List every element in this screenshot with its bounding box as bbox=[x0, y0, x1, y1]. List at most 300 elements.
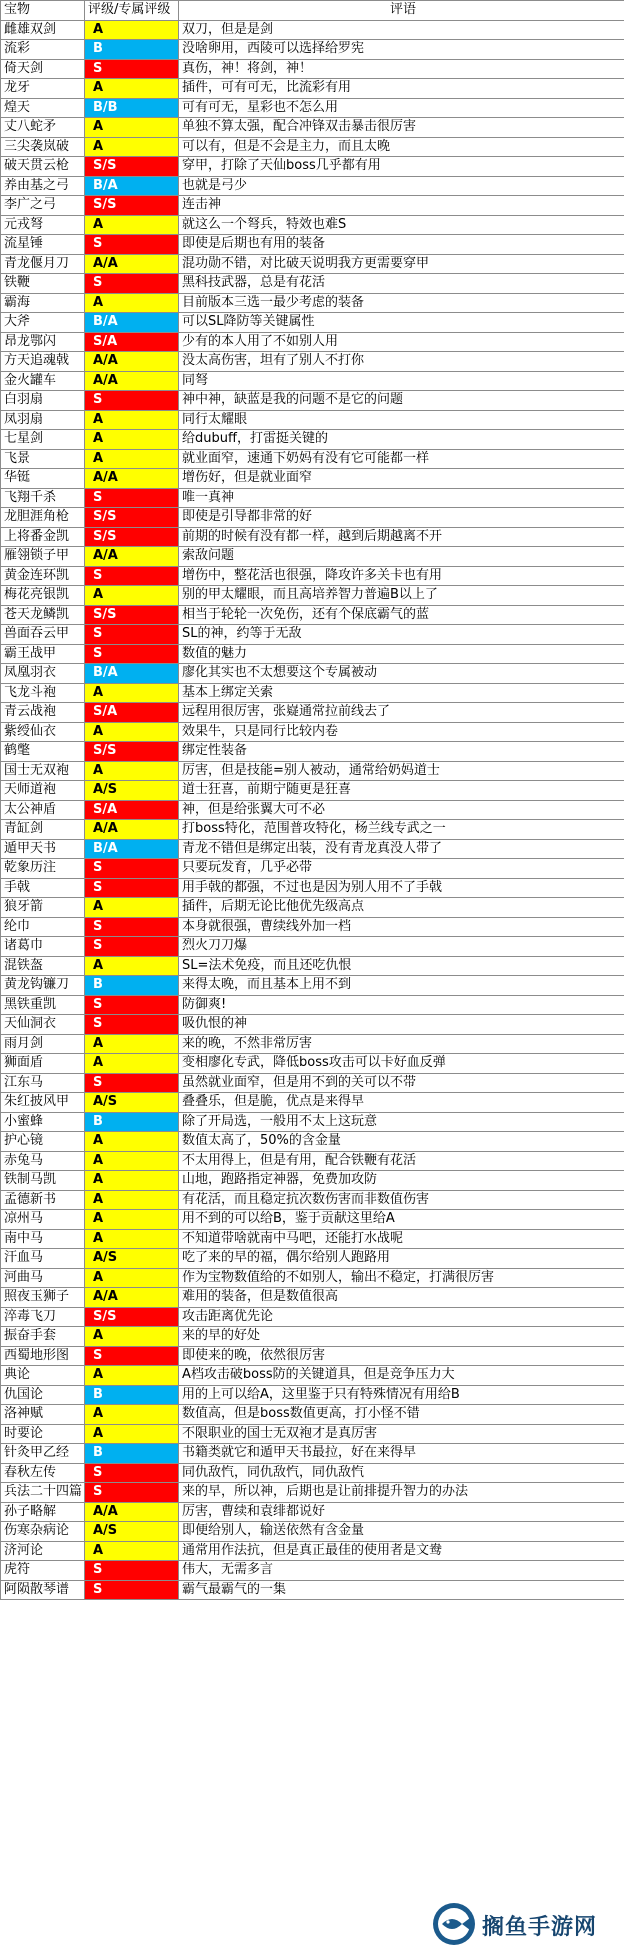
treasure-name: 飞翔千杀 bbox=[1, 488, 85, 508]
comment-cell: 除了开局选，一般用不太上这玩意 bbox=[179, 1112, 624, 1132]
table-row bbox=[1, 332, 624, 352]
table-row bbox=[1, 586, 624, 606]
comment-cell: 就这么一个弩兵，特效也难S bbox=[179, 215, 624, 235]
comment-cell: 同弩 bbox=[179, 371, 624, 391]
comment-cell: 来的早，所以神，后期也是让前排提升智力的办法 bbox=[179, 1483, 624, 1503]
table-row bbox=[1, 683, 624, 703]
grade-cell: A bbox=[85, 20, 179, 40]
table-row bbox=[1, 1171, 624, 1191]
grade-cell: S bbox=[85, 859, 179, 879]
treasure-name: 金火罐车 bbox=[1, 371, 85, 391]
grade-cell: A/S bbox=[85, 781, 179, 801]
grade-cell: S bbox=[85, 878, 179, 898]
treasure-name: 小蜜蜂 bbox=[1, 1112, 85, 1132]
treasure-name: 仇国论 bbox=[1, 1385, 85, 1405]
comment-cell: 青龙不错但是绑定出装，没有青龙真没人带了 bbox=[179, 839, 624, 859]
treasure-name: 紫绶仙衣 bbox=[1, 722, 85, 742]
comment-cell: 厉害，曹续和袁绯都说好 bbox=[179, 1502, 624, 1522]
comment-cell: 用的上可以给A，这里鉴于只有特殊情况有用给B bbox=[179, 1385, 624, 1405]
table-row bbox=[1, 781, 624, 801]
grade-cell: A bbox=[85, 1034, 179, 1054]
comment-cell: 防御爽! bbox=[179, 995, 624, 1015]
grade-cell: S/S bbox=[85, 196, 179, 216]
table-row bbox=[1, 1405, 624, 1425]
grade-cell: S/S bbox=[85, 605, 179, 625]
comment-cell: 有花活，而且稳定抗次数伤害而非数值伤害 bbox=[179, 1190, 624, 1210]
grade-cell: A/S bbox=[85, 1249, 179, 1269]
table-row bbox=[1, 1249, 624, 1269]
comment-cell: 来得太晚，而且基本上用不到 bbox=[179, 976, 624, 996]
grade-cell: A bbox=[85, 215, 179, 235]
table-row bbox=[1, 157, 624, 177]
grade-cell: S bbox=[85, 1561, 179, 1581]
table-row bbox=[1, 391, 624, 411]
table-row bbox=[1, 488, 624, 508]
header-comment: 评语 bbox=[179, 1, 624, 21]
table-row bbox=[1, 703, 624, 723]
treasure-name: 铁制马凯 bbox=[1, 1171, 85, 1191]
table-row bbox=[1, 371, 624, 391]
grade-cell: A/A bbox=[85, 820, 179, 840]
treasure-name: 阿陨散琴谱 bbox=[1, 1580, 85, 1600]
grade-cell: A bbox=[85, 1229, 179, 1249]
grade-cell: A bbox=[85, 293, 179, 313]
grade-cell: S bbox=[85, 235, 179, 255]
treasure-name: 破天贯云枪 bbox=[1, 157, 85, 177]
grade-cell: A/A bbox=[85, 1288, 179, 1308]
grade-cell: A bbox=[85, 1541, 179, 1561]
grade-cell: A/A bbox=[85, 547, 179, 567]
grade-cell: S/S bbox=[85, 1307, 179, 1327]
table-row bbox=[1, 254, 624, 274]
grade-cell: A bbox=[85, 1171, 179, 1191]
treasure-name: 养由基之弓 bbox=[1, 176, 85, 196]
treasure-name: 元戎弩 bbox=[1, 215, 85, 235]
table-row bbox=[1, 98, 624, 118]
table-row bbox=[1, 1073, 624, 1093]
comment-cell: 混功勋不错，对比破天说明我方更需要穿甲 bbox=[179, 254, 624, 274]
comment-cell: 即使是后期也有用的装备 bbox=[179, 235, 624, 255]
grade-cell: B bbox=[85, 1385, 179, 1405]
grade-cell: B/A bbox=[85, 176, 179, 196]
grade-cell: A bbox=[85, 137, 179, 157]
comment-cell: SL=法术免疫，而且还吃仇恨 bbox=[179, 956, 624, 976]
table-row bbox=[1, 40, 624, 60]
table-row bbox=[1, 605, 624, 625]
treasure-name: 雨月剑 bbox=[1, 1034, 85, 1054]
treasure-name: 手戟 bbox=[1, 878, 85, 898]
grade-cell: A bbox=[85, 956, 179, 976]
treasure-name: 天仙洞衣 bbox=[1, 1015, 85, 1035]
table-row bbox=[1, 176, 624, 196]
table-row bbox=[1, 449, 624, 469]
table-row bbox=[1, 625, 624, 645]
grade-cell: B/A bbox=[85, 664, 179, 684]
grade-cell: S bbox=[85, 917, 179, 937]
table-row bbox=[1, 644, 624, 664]
comment-cell: 来的晚，不然非常厉害 bbox=[179, 1034, 624, 1054]
treasure-name: 雌雄双剑 bbox=[1, 20, 85, 40]
comment-cell: 即便给别人，输送依然有含金量 bbox=[179, 1522, 624, 1542]
comment-cell: 绑定性装备 bbox=[179, 742, 624, 762]
grade-cell: A bbox=[85, 1424, 179, 1444]
table-row bbox=[1, 293, 624, 313]
treasure-name: 河曲马 bbox=[1, 1268, 85, 1288]
comment-cell: 前期的时候有没有都一样，越到后期越离不开 bbox=[179, 527, 624, 547]
grade-cell: B bbox=[85, 1112, 179, 1132]
header-name: 宝物 bbox=[1, 1, 85, 21]
comment-cell: 黑科技武器，总是有花活 bbox=[179, 274, 624, 294]
treasure-name: 青云战袍 bbox=[1, 703, 85, 723]
grade-cell: S bbox=[85, 1073, 179, 1093]
table-row bbox=[1, 1268, 624, 1288]
treasure-name: 兽面吞云甲 bbox=[1, 625, 85, 645]
grade-cell: A bbox=[85, 898, 179, 918]
table-row bbox=[1, 1229, 624, 1249]
grade-cell: A bbox=[85, 761, 179, 781]
comment-cell: 不知道带啥就南中马吧，还能打水战呢 bbox=[179, 1229, 624, 1249]
comment-cell: 道士狂喜，前期宁随更是狂喜 bbox=[179, 781, 624, 801]
table-row bbox=[1, 1483, 624, 1503]
grade-cell: S/A bbox=[85, 332, 179, 352]
grade-cell: S bbox=[85, 274, 179, 294]
table-row bbox=[1, 800, 624, 820]
table-row bbox=[1, 1093, 624, 1113]
treasure-name: 护心镜 bbox=[1, 1132, 85, 1152]
treasure-name: 淬毒飞刀 bbox=[1, 1307, 85, 1327]
grade-cell: S/S bbox=[85, 527, 179, 547]
grade-cell: S/A bbox=[85, 703, 179, 723]
table-body bbox=[1, 20, 624, 1600]
treasure-name: 春秋左传 bbox=[1, 1463, 85, 1483]
treasure-name: 昂龙鄂闪 bbox=[1, 332, 85, 352]
comment-cell: 数值的魅力 bbox=[179, 644, 624, 664]
table-row bbox=[1, 410, 624, 430]
comment-cell: 增伤中，整花活也很强，降攻许多关卡也有用 bbox=[179, 566, 624, 586]
comment-cell: 效果牛，只是同行比较内卷 bbox=[179, 722, 624, 742]
treasure-name: 青龙偃月刀 bbox=[1, 254, 85, 274]
table-row bbox=[1, 1151, 624, 1171]
table-row bbox=[1, 313, 624, 333]
table-row bbox=[1, 1522, 624, 1542]
table-row bbox=[1, 1385, 624, 1405]
treasure-name: 针灸甲乙经 bbox=[1, 1444, 85, 1464]
table-row bbox=[1, 1444, 624, 1464]
comment-cell: 数值太高了，50%的含金量 bbox=[179, 1132, 624, 1152]
comment-cell: 数值高，但是boss数值更高，打小怪不错 bbox=[179, 1405, 624, 1425]
treasure-name: 振奋手套 bbox=[1, 1327, 85, 1347]
comment-cell: 目前版本三选一最少考虑的装备 bbox=[179, 293, 624, 313]
comment-cell: 同仇敌忾，同仇敌忾，同仇敌忾 bbox=[179, 1463, 624, 1483]
treasure-name: 凤凰羽衣 bbox=[1, 664, 85, 684]
grade-cell: A bbox=[85, 1132, 179, 1152]
table-row bbox=[1, 1112, 624, 1132]
treasure-name: 诸葛巾 bbox=[1, 937, 85, 957]
treasure-name: 济河论 bbox=[1, 1541, 85, 1561]
treasure-name: 遁甲天书 bbox=[1, 839, 85, 859]
table-row bbox=[1, 1541, 624, 1561]
table-row bbox=[1, 995, 624, 1015]
grade-cell: A/A bbox=[85, 469, 179, 489]
table-row bbox=[1, 859, 624, 879]
grade-cell: A bbox=[85, 79, 179, 99]
comment-cell: 就业面窄，速通下奶妈有没有它可能都一样 bbox=[179, 449, 624, 469]
comment-cell: 可有可无，星彩也不怎么用 bbox=[179, 98, 624, 118]
comment-cell: 相当于轮轮一次免伤，还有个保底霸气的蓝 bbox=[179, 605, 624, 625]
table-row bbox=[1, 235, 624, 255]
treasure-name: 南中马 bbox=[1, 1229, 85, 1249]
table-row bbox=[1, 956, 624, 976]
grade-cell: B bbox=[85, 1444, 179, 1464]
table-row bbox=[1, 1424, 624, 1444]
grade-cell: A bbox=[85, 449, 179, 469]
comment-cell: 不限职业的国士无双袍才是真厉害 bbox=[179, 1424, 624, 1444]
comment-cell: 神中神，缺蓝是我的问题不是它的问题 bbox=[179, 391, 624, 411]
grade-cell: A/A bbox=[85, 1502, 179, 1522]
treasure-name: 苍天龙鳞凯 bbox=[1, 605, 85, 625]
treasure-name: 大斧 bbox=[1, 313, 85, 333]
comment-cell: 打boss特化，范围普攻特化，杨兰线专武之一 bbox=[179, 820, 624, 840]
watermark-text: 搁鱼手游网 bbox=[482, 1915, 598, 1940]
treasure-name: 李广之弓 bbox=[1, 196, 85, 216]
comment-cell: 远程用很厉害，张嶷通常拉前线去了 bbox=[179, 703, 624, 723]
treasure-name: 霸海 bbox=[1, 293, 85, 313]
grade-cell: B/A bbox=[85, 839, 179, 859]
grade-cell: A bbox=[85, 1268, 179, 1288]
table-row bbox=[1, 1034, 624, 1054]
comment-cell: 连击神 bbox=[179, 196, 624, 216]
comment-cell: 山地，跑路指定神器，免费加攻防 bbox=[179, 1171, 624, 1191]
treasure-name: 七星剑 bbox=[1, 430, 85, 450]
grade-cell: A bbox=[85, 1190, 179, 1210]
table-row bbox=[1, 1327, 624, 1347]
comment-cell: 基本上绑定关索 bbox=[179, 683, 624, 703]
treasure-name: 孙子略解 bbox=[1, 1502, 85, 1522]
comment-cell: 也就是弓少 bbox=[179, 176, 624, 196]
grade-cell: S bbox=[85, 488, 179, 508]
comment-cell: 书籍类就它和遁甲天书最拉，好在来得早 bbox=[179, 1444, 624, 1464]
table-row bbox=[1, 430, 624, 450]
treasure-name: 丈八蛇矛 bbox=[1, 118, 85, 138]
grade-cell: S/A bbox=[85, 800, 179, 820]
comment-cell: 插件，可有可无，比流彩有用 bbox=[179, 79, 624, 99]
treasure-name: 狼牙箭 bbox=[1, 898, 85, 918]
table-row bbox=[1, 937, 624, 957]
table-row bbox=[1, 352, 624, 372]
table-row bbox=[1, 1054, 624, 1074]
grade-cell: B bbox=[85, 40, 179, 60]
treasure-name: 青缸剑 bbox=[1, 820, 85, 840]
grade-cell: A/S bbox=[85, 1093, 179, 1113]
grade-cell: S bbox=[85, 1580, 179, 1600]
table-row bbox=[1, 1132, 624, 1152]
treasure-name: 飞龙斗袍 bbox=[1, 683, 85, 703]
comment-cell: 真伤，神！将剑，神！ bbox=[179, 59, 624, 79]
treasure-name: 飞景 bbox=[1, 449, 85, 469]
grade-cell: A/A bbox=[85, 254, 179, 274]
treasure-name: 汗血马 bbox=[1, 1249, 85, 1269]
header-row bbox=[1, 1, 624, 21]
comment-cell: 别的甲太耀眼，而且高培养智力普遍B以上了 bbox=[179, 586, 624, 606]
comment-cell: SL的神，约等于无敌 bbox=[179, 625, 624, 645]
treasure-name: 龙牙 bbox=[1, 79, 85, 99]
table-row bbox=[1, 566, 624, 586]
table-row bbox=[1, 118, 624, 138]
comment-cell: 插件，后期无论比他优先级高点 bbox=[179, 898, 624, 918]
treasure-name: 黄龙钩镰刀 bbox=[1, 976, 85, 996]
grade-cell: B bbox=[85, 976, 179, 996]
comment-cell: 同行太耀眼 bbox=[179, 410, 624, 430]
treasure-name: 凉州马 bbox=[1, 1210, 85, 1230]
grade-cell: S bbox=[85, 59, 179, 79]
comment-cell: 可以SL降防等关键属性 bbox=[179, 313, 624, 333]
grade-cell: A/S bbox=[85, 1522, 179, 1542]
comment-cell: 烈火刀刀爆 bbox=[179, 937, 624, 957]
treasure-name: 典论 bbox=[1, 1366, 85, 1386]
treasure-name: 煌天 bbox=[1, 98, 85, 118]
treasure-name: 混铁盔 bbox=[1, 956, 85, 976]
comment-cell: 吸仇恨的神 bbox=[179, 1015, 624, 1035]
grade-cell: S bbox=[85, 566, 179, 586]
comment-cell: 吃了来的早的福，偶尔给别人跑路用 bbox=[179, 1249, 624, 1269]
table-row bbox=[1, 547, 624, 567]
grade-cell: S/S bbox=[85, 508, 179, 528]
treasure-name: 铁鞭 bbox=[1, 274, 85, 294]
treasure-name: 天师道袍 bbox=[1, 781, 85, 801]
grade-cell: A bbox=[85, 1054, 179, 1074]
grade-cell: B/A bbox=[85, 313, 179, 333]
fish-logo-icon bbox=[428, 1900, 480, 1948]
grade-cell: A bbox=[85, 1405, 179, 1425]
grade-cell: S bbox=[85, 995, 179, 1015]
grade-cell: S/S bbox=[85, 157, 179, 177]
comment-cell: 本身就很强，曹续线外加一档 bbox=[179, 917, 624, 937]
grade-cell: S bbox=[85, 1015, 179, 1035]
treasure-name: 乾象历注 bbox=[1, 859, 85, 879]
grade-cell: A bbox=[85, 683, 179, 703]
table-row bbox=[1, 274, 624, 294]
treasure-name: 洛神赋 bbox=[1, 1405, 85, 1425]
treasure-name: 流彩 bbox=[1, 40, 85, 60]
treasure-name: 白羽扇 bbox=[1, 391, 85, 411]
comment-cell: 只要玩发育，几乎必带 bbox=[179, 859, 624, 879]
treasure-name: 梅花亮银凯 bbox=[1, 586, 85, 606]
table-row bbox=[1, 820, 624, 840]
table-row bbox=[1, 664, 624, 684]
grade-cell: S bbox=[85, 937, 179, 957]
treasure-name: 江东马 bbox=[1, 1073, 85, 1093]
comment-cell: 来的早的好处 bbox=[179, 1327, 624, 1347]
comment-cell: A档攻击破boss防的关键道具，但是竞争压力大 bbox=[179, 1366, 624, 1386]
grade-cell: A bbox=[85, 410, 179, 430]
comment-cell: 变相廖化专武，降低boss攻击可以卡好血反弹 bbox=[179, 1054, 624, 1074]
grade-cell: A bbox=[85, 430, 179, 450]
table-row bbox=[1, 20, 624, 40]
table-row bbox=[1, 59, 624, 79]
comment-cell: 通常用作法抗，但是真正最佳的使用者是文鸯 bbox=[179, 1541, 624, 1561]
table-row bbox=[1, 1561, 624, 1581]
comment-cell: 增伤好，但是就业面窄 bbox=[179, 469, 624, 489]
grade-cell: A bbox=[85, 1151, 179, 1171]
treasure-name: 狮面盾 bbox=[1, 1054, 85, 1074]
table-row bbox=[1, 761, 624, 781]
table-row bbox=[1, 79, 624, 99]
comment-cell: 索敌问题 bbox=[179, 547, 624, 567]
table-row bbox=[1, 1502, 624, 1522]
grade-cell: A/A bbox=[85, 352, 179, 372]
table-row bbox=[1, 1190, 624, 1210]
table-row bbox=[1, 1366, 624, 1386]
comment-cell: 不太用得上，但是有用，配合铁鞭有花活 bbox=[179, 1151, 624, 1171]
comment-cell: 用手戟的都强，不过也是因为别人用不了手戟 bbox=[179, 878, 624, 898]
grade-cell: S bbox=[85, 391, 179, 411]
treasure-name: 流星锤 bbox=[1, 235, 85, 255]
treasure-name: 兵法二十四篇 bbox=[1, 1483, 85, 1503]
comment-cell: 可以有，但是不会是主力，而且太晚 bbox=[179, 137, 624, 157]
grade-cell: A bbox=[85, 118, 179, 138]
table-row bbox=[1, 722, 624, 742]
treasure-name: 太公神盾 bbox=[1, 800, 85, 820]
treasure-name: 霸王战甲 bbox=[1, 644, 85, 664]
table-row bbox=[1, 1015, 624, 1035]
grade-cell: S bbox=[85, 1483, 179, 1503]
table-row bbox=[1, 898, 624, 918]
comment-cell: 难用的装备，但是数值很高 bbox=[179, 1288, 624, 1308]
treasure-name: 方天追魂戟 bbox=[1, 352, 85, 372]
comment-cell: 廖化其实也不太想要这个专属被动 bbox=[179, 664, 624, 684]
comment-cell: 单独不算太强，配合冲锋双击暴击很厉害 bbox=[179, 118, 624, 138]
table-row bbox=[1, 878, 624, 898]
comment-cell: 攻击距离优先论 bbox=[179, 1307, 624, 1327]
table-row bbox=[1, 1288, 624, 1308]
comment-cell: 用不到的可以给B，鉴于贡献这里给A bbox=[179, 1210, 624, 1230]
comment-cell: 双刀，但是是剑 bbox=[179, 20, 624, 40]
table-row bbox=[1, 215, 624, 235]
grade-cell: S bbox=[85, 644, 179, 664]
grade-cell: B/B bbox=[85, 98, 179, 118]
grade-cell: A bbox=[85, 1210, 179, 1230]
grade-cell: A bbox=[85, 1366, 179, 1386]
treasure-name: 龙胆涯角枪 bbox=[1, 508, 85, 528]
comment-cell: 作为宝物数值给的不如别人，输出不稳定，打满很厉害 bbox=[179, 1268, 624, 1288]
grade-cell: S bbox=[85, 1346, 179, 1366]
treasure-name: 凤羽扇 bbox=[1, 410, 85, 430]
comment-cell: 给dubuff，打雷挺关键的 bbox=[179, 430, 624, 450]
treasure-name: 照夜玉狮子 bbox=[1, 1288, 85, 1308]
comment-cell: 霸气最霸气的一集 bbox=[179, 1580, 624, 1600]
grade-cell: A bbox=[85, 1327, 179, 1347]
treasure-name: 鹤氅 bbox=[1, 742, 85, 762]
comment-cell: 少有的本人用了不如别人用 bbox=[179, 332, 624, 352]
treasure-name: 雁翎锁子甲 bbox=[1, 547, 85, 567]
treasure-name: 上将番金凯 bbox=[1, 527, 85, 547]
table-row bbox=[1, 137, 624, 157]
table-row bbox=[1, 976, 624, 996]
table-row bbox=[1, 1210, 624, 1230]
treasure-name: 伤寒杂病论 bbox=[1, 1522, 85, 1542]
grade-cell: S/S bbox=[85, 742, 179, 762]
grade-cell: A/A bbox=[85, 371, 179, 391]
table-row bbox=[1, 1307, 624, 1327]
treasure-name: 国士无双袍 bbox=[1, 761, 85, 781]
treasure-name: 赤兔马 bbox=[1, 1151, 85, 1171]
treasure-name: 虎符 bbox=[1, 1561, 85, 1581]
comment-cell: 没太高伤害，坦有了别人不打你 bbox=[179, 352, 624, 372]
treasure-name: 黄金连环凯 bbox=[1, 566, 85, 586]
comment-cell: 穿甲，打除了天仙boss几乎都有用 bbox=[179, 157, 624, 177]
watermark bbox=[428, 1900, 618, 1948]
comment-cell: 神，但是给张翼大可不必 bbox=[179, 800, 624, 820]
